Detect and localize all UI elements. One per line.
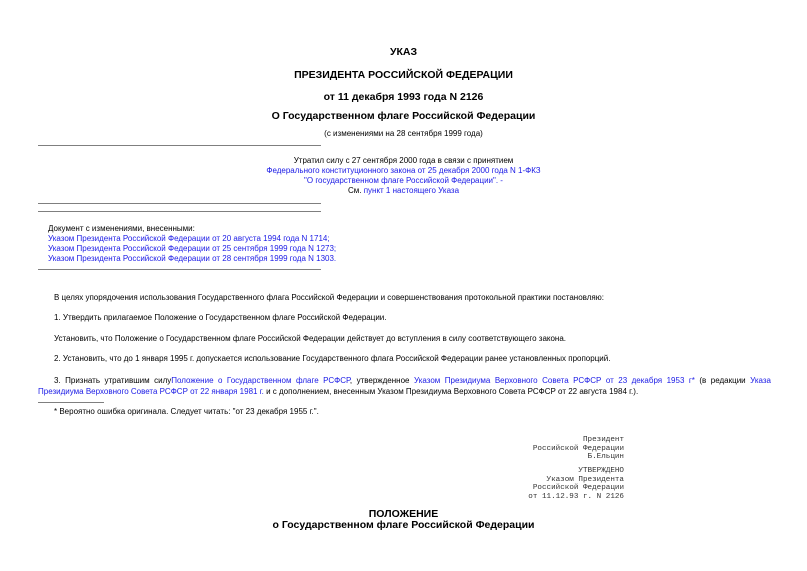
approved-label: УТВЕРЖДЕНО: [578, 467, 624, 475]
paragraph-2: 2. Установить, что до 1 января 1995 г. допускается использование Государственного флага Российской Федерации ранее установленных пропорций.: [54, 354, 611, 363]
approved-country: Российской Федерации: [532, 484, 624, 493]
footnote: * Вероятно ошибка оригинала. Следует читать: "от 23 декабря 1955 г.".: [54, 407, 319, 416]
approved-block: [528, 467, 624, 501]
doc-subject: О Государственном флаге Российской Федерации: [271, 110, 536, 122]
signature-block: [533, 436, 624, 462]
flag-rsfsr-regulation-link[interactable]: Положение о Государственном флаге РСФСР: [171, 376, 350, 385]
p3-text: , утвержденное: [349, 376, 410, 385]
regulation-title: ПОЛОЖЕНИЕ: [368, 508, 439, 520]
footnote-divider: [38, 402, 104, 403]
p3-text: 3. Признать утратившим силу: [54, 376, 172, 385]
lost-force-line: Утратил силу с 27 сентября 2000 года в связи с принятием: [293, 156, 514, 165]
footnote-ref-link[interactable]: *: [691, 376, 695, 385]
doc-issuer: ПРЕЗИДЕНТА РОССИЙСКОЙ ФЕДЕРАЦИИ: [294, 69, 513, 81]
see-prefix: См.: [347, 186, 362, 195]
p3-text: (в редакции: [694, 376, 746, 385]
presidium-decree-1953-link[interactable]: Указом Президиума Верховного Совета РСФСР от 23 декабря 1953 г: [413, 376, 692, 385]
paragraph-3: [38, 375, 771, 397]
preamble: В целях упорядочения использования Государственного флага Российской Федерации и совершенствования протокольной практики постановляю:: [54, 293, 604, 302]
see-point-link[interactable]: пункт 1 настоящего Указа: [363, 186, 460, 195]
signature-country: Российской Федерации: [532, 444, 624, 453]
approved-by: Указом Президента: [546, 475, 624, 484]
divider: [38, 269, 321, 270]
doc-date-number: от 11 декабря 1993 года N 2126: [323, 91, 484, 103]
paragraph-1b: Установить, что Положение о Государственном флаге Российской Федерации действует до вступления в силу соответствующего закона.: [54, 334, 567, 343]
approved-date: от 11.12.93 г. N 2126: [528, 492, 624, 501]
changes-list: [48, 224, 336, 264]
changes-intro: Документ с изменениями, внесенными:: [48, 224, 195, 233]
regulation-subtitle: о Государственном флаге Российской Федерации: [272, 519, 535, 531]
p3-text: и с дополнением, внесенным Указом Президиума Верховного Совета РСФСР от 22 августа 1984 г.).: [263, 387, 639, 396]
divider: [38, 145, 321, 146]
change-link-1273[interactable]: Указом Президента Российской Федерации от 25 сентября 1999 года N 1273;: [48, 244, 337, 253]
divider: [38, 203, 321, 204]
doc-type-title: УКАЗ: [389, 46, 418, 58]
signature-name: Б.Ельцин: [587, 453, 624, 462]
change-link-1303[interactable]: Указом Президента Российской Федерации от 28 сентября 1999 года N 1303.: [48, 254, 337, 263]
paragraph-1: 1. Утвердить прилагаемое Положение о Государственном флаге Российской Федерации.: [54, 313, 387, 322]
presidium-decree-1981-link[interactable]: Указа Президиума Верховного Совета РСФСР от 22 января 1981 г.: [38, 376, 771, 396]
divider: [38, 211, 321, 212]
lost-force-note: [0, 156, 807, 196]
change-link-1714[interactable]: Указом Президента Российской Федерации от 20 августа 1994 года N 1714;: [48, 234, 330, 243]
fkz-link[interactable]: Федерального конституционного закона от 25 декабря 2000 года N 1-ФКЗ: [266, 166, 541, 175]
doc-amendments-note: (с изменениями на 28 сентября 1999 года): [324, 129, 483, 138]
flag-law-link[interactable]: "О государственном флаге Российской Федерации". -: [304, 176, 503, 185]
signature-title: Президент: [582, 436, 624, 444]
